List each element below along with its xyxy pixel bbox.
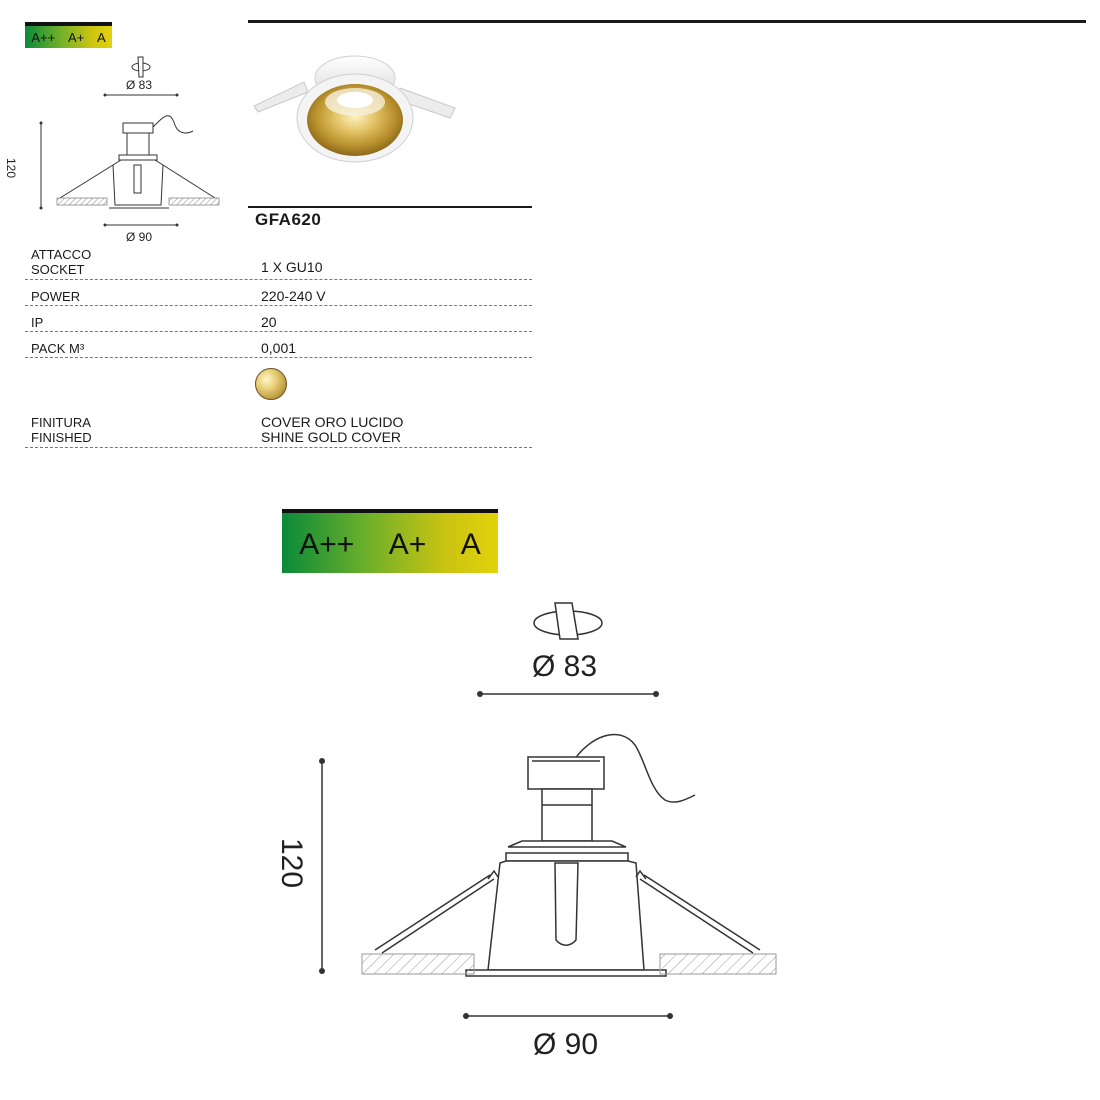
top-diameter-label-small: Ø 83 xyxy=(126,78,153,92)
bottom-diameter-label-small: Ø 90 xyxy=(126,230,153,244)
top-diameter-label: Ø 83 xyxy=(532,650,598,683)
spec-value: 0,001 xyxy=(261,340,297,356)
spec-row xyxy=(25,332,532,358)
spec-label: FINISHED xyxy=(31,430,92,445)
energy-class: A xyxy=(96,29,106,45)
energy-class: A+ xyxy=(67,29,85,45)
spec-row-finish xyxy=(25,358,532,448)
height-label: 120 xyxy=(275,838,308,889)
header-rule xyxy=(248,20,1086,23)
energy-class: A+ xyxy=(388,528,427,561)
energy-class: A++ xyxy=(299,528,355,561)
spec-value: SHINE GOLD COVER xyxy=(261,429,402,445)
energy-class: A++ xyxy=(31,29,56,45)
spec-label: PACK M³ xyxy=(31,341,85,356)
spec-value: COVER ORO LUCIDO xyxy=(261,414,404,430)
spec-label: FINITURA xyxy=(31,415,91,430)
code-rule xyxy=(248,206,532,208)
spec-value: 220-240 V xyxy=(261,288,326,304)
gold-finish-swatch xyxy=(255,368,287,400)
rotation-icon xyxy=(132,57,150,77)
spec-label: ATTACCO xyxy=(31,247,92,262)
spec-row xyxy=(25,306,532,332)
spec-table xyxy=(25,243,532,448)
spec-row xyxy=(25,280,532,306)
energy-label-small xyxy=(25,22,112,48)
height-label-small: 120 xyxy=(4,158,18,179)
spec-label: IP xyxy=(31,315,44,330)
bottom-diameter-label: Ø 90 xyxy=(533,1028,599,1061)
product-code: GFA620 xyxy=(255,210,322,229)
spec-value: 20 xyxy=(261,314,277,330)
rotation-icon xyxy=(534,603,602,639)
spec-row xyxy=(25,243,532,280)
energy-label-large xyxy=(282,509,498,573)
product-photo xyxy=(250,40,465,175)
spec-label: SOCKET xyxy=(31,262,85,277)
spec-value: 1 X GU10 xyxy=(261,259,323,275)
energy-class: A xyxy=(460,528,481,561)
spec-label: POWER xyxy=(31,289,81,304)
